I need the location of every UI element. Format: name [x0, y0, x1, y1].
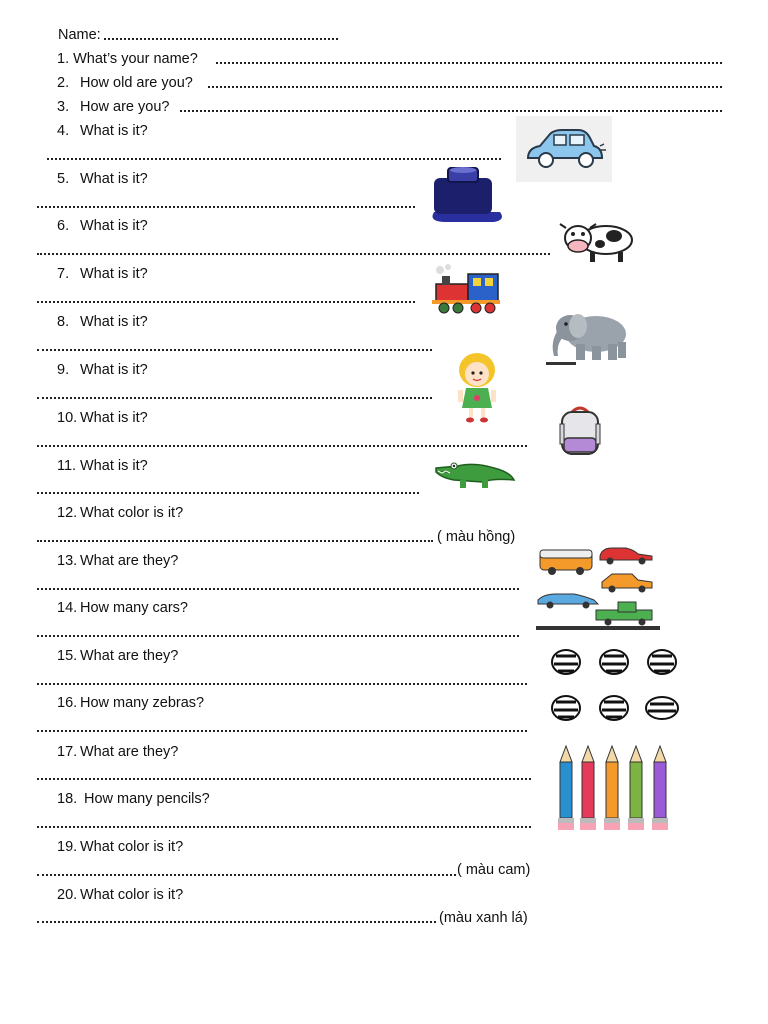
- question-7-label: What is it?: [80, 266, 148, 282]
- question-2-number: 2.: [57, 75, 70, 91]
- color-hint-green: (màu xanh lá): [439, 910, 528, 926]
- question-17-label: What are they?: [80, 744, 179, 760]
- elephant-icon: [544, 306, 632, 368]
- question-12-label: What color is it?: [80, 505, 184, 521]
- answer-line-17[interactable]: [37, 778, 531, 780]
- question-20-number: 20.: [57, 887, 78, 903]
- question-18-number: 18.: [57, 791, 78, 807]
- answer-line-10[interactable]: [37, 445, 527, 447]
- question-19-label: What color is it?: [80, 839, 184, 855]
- question-8-number: 8.: [57, 314, 70, 330]
- zebras-group-icon: [544, 640, 692, 732]
- car-icon: [516, 116, 612, 182]
- question-11-number: 11.: [57, 458, 77, 474]
- answer-line-3[interactable]: [180, 110, 722, 112]
- pencils-group-icon: [552, 742, 688, 832]
- answer-line-16[interactable]: [37, 730, 527, 732]
- answer-line-4[interactable]: [47, 158, 501, 160]
- question-13-number: 13.: [57, 553, 78, 569]
- name-answer-line[interactable]: [104, 38, 338, 40]
- question-15-label: What are they?: [80, 648, 179, 664]
- question-4-label: What is it?: [80, 123, 148, 139]
- question-18-label: How many pencils?: [84, 791, 210, 807]
- question-10-number: 10.: [57, 410, 78, 426]
- question-7-number: 7.: [57, 266, 70, 282]
- question-16-number: 16.: [57, 695, 78, 711]
- answer-line-6[interactable]: [37, 253, 550, 255]
- question-10-label: What is it?: [80, 410, 148, 426]
- question-6-number: 6.: [57, 218, 70, 234]
- question-17-number: 17.: [57, 744, 78, 760]
- answer-line-1[interactable]: [216, 62, 722, 64]
- answer-line-2[interactable]: [208, 86, 722, 88]
- question-3-label: How are you?: [80, 99, 170, 115]
- color-hint-pink: ( màu hồng): [437, 529, 516, 545]
- question-13-label: What are they?: [80, 553, 179, 569]
- question-9-number: 9.: [57, 362, 70, 378]
- answer-line-8[interactable]: [37, 349, 432, 351]
- question-8-label: What is it?: [80, 314, 148, 330]
- question-5-label: What is it?: [80, 171, 148, 187]
- ink-bottle-icon: [424, 164, 508, 230]
- name-label: Name:: [58, 27, 101, 43]
- answer-line-15[interactable]: [37, 683, 527, 685]
- question-2-label: How old are you?: [80, 75, 193, 91]
- answer-line-9[interactable]: [37, 397, 432, 399]
- question-12-number: 12.: [57, 505, 78, 521]
- girl-icon: [452, 352, 502, 424]
- question-14-label: How many cars?: [80, 600, 188, 616]
- question-15-number: 15.: [57, 648, 78, 664]
- question-4-number: 4.: [57, 123, 70, 139]
- question-14-number: 14.: [57, 600, 78, 616]
- answer-line-13[interactable]: [37, 588, 519, 590]
- toy-train-icon: [428, 262, 508, 316]
- answer-line-11[interactable]: [37, 492, 419, 494]
- answer-line-19[interactable]: [37, 874, 456, 876]
- question-9-label: What is it?: [80, 362, 148, 378]
- question-16-label: How many zebras?: [80, 695, 205, 711]
- cars-group-icon: [534, 540, 662, 632]
- cow-icon: [556, 212, 640, 274]
- answer-line-12[interactable]: [37, 540, 433, 542]
- backpack-icon: [556, 404, 604, 458]
- answer-line-7[interactable]: [37, 301, 415, 303]
- answer-line-14[interactable]: [37, 635, 519, 637]
- question-1-label: 1. What’s your name?: [57, 51, 198, 67]
- question-11-label: What is it?: [80, 458, 148, 474]
- question-3-number: 3.: [57, 99, 70, 115]
- question-20-label: What color is it?: [80, 887, 184, 903]
- answer-line-18[interactable]: [37, 826, 531, 828]
- answer-line-5[interactable]: [37, 206, 415, 208]
- crocodile-icon: [434, 456, 516, 494]
- question-5-number: 5.: [57, 171, 70, 187]
- question-19-number: 19.: [57, 839, 78, 855]
- answer-line-20[interactable]: [37, 921, 436, 923]
- question-6-label: What is it?: [80, 218, 148, 234]
- color-hint-orange: ( màu cam): [457, 862, 531, 878]
